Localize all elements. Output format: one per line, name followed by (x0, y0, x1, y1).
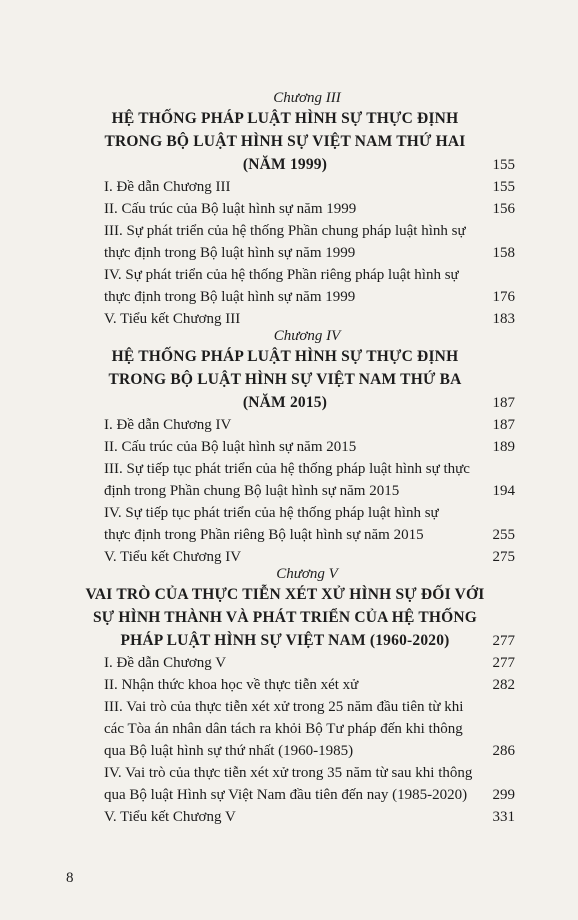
toc-entry-line: I. Đề dẫn Chương V (104, 655, 227, 671)
chapter-heading-line: PHÁP LUẬT HÌNH SỰ VIỆT NAM (1960-2020) (120, 632, 450, 649)
chapter-heading-page: 277 (492, 633, 515, 649)
toc-entry-page: 183 (492, 311, 515, 327)
toc-entry-page: 286 (492, 743, 515, 759)
chapter-heading-line: HỆ THỐNG PHÁP LUẬT HÌNH SỰ THỰC ĐỊNH (111, 348, 459, 365)
chapter-heading-line: SỰ HÌNH THÀNH VÀ PHÁT TRIỂN CỦA HỆ THỐNG (92, 609, 478, 626)
toc-entry-line: IV. Sự phát triển của hệ thống Phần riêng pháp luật hình sự (104, 267, 459, 283)
chapter-heading-page: 187 (492, 395, 515, 411)
toc-entry-page: 158 (492, 245, 515, 261)
toc-entry-page: 331 (492, 809, 515, 825)
toc-entry-line: V. Tiểu kết Chương IV (104, 549, 242, 565)
toc-entry-line: thực định trong Bộ luật hình sự năm 1999 (104, 245, 356, 261)
chapter-heading-line: HỆ THỐNG PHÁP LUẬT HÌNH SỰ THỰC ĐỊNH (111, 110, 459, 127)
chapter-label: Chương V (276, 566, 338, 582)
chapter-heading-line: TRONG BỘ LUẬT HÌNH SỰ VIỆT NAM THỨ BA (108, 371, 462, 388)
chapter-heading-page: 155 (492, 157, 515, 173)
toc-entry-page: 189 (492, 439, 515, 455)
toc-entry-line: II. Nhận thức khoa học về thực tiễn xét xử (104, 677, 359, 693)
toc-entry-line: III. Sự phát triển của hệ thống Phần chung pháp luật hình sự (104, 223, 466, 239)
toc-entry-page: 176 (492, 289, 515, 305)
chapter-label: Chương IV (273, 328, 341, 344)
toc-entry-line: thực định trong Phần riêng Bộ luật hình sự năm 2015 (104, 527, 424, 543)
toc-entry-line: II. Cấu trúc của Bộ luật hình sự năm 2015 (104, 439, 357, 455)
toc-entry-line: thực định trong Bộ luật hình sự năm 1999 (104, 289, 356, 305)
toc-entry-page: 255 (492, 527, 515, 543)
toc-entry-page: 282 (492, 677, 515, 693)
chapter-heading-line: TRONG BỘ LUẬT HÌNH SỰ VIỆT NAM THỨ HAI (104, 133, 466, 150)
toc-entry-line: các Tòa án nhân dân tách ra khỏi Bộ Tư pháp đến khi thông (104, 721, 463, 737)
toc-entry-line: qua Bộ luật hình sự thứ nhất (1960-1985) (104, 743, 354, 759)
toc-entry-page: 299 (492, 787, 515, 803)
toc-entry-line: qua Bộ luật Hình sự Việt Nam đầu tiên đến nay (1985-2020) (104, 787, 468, 803)
toc-entry-page: 156 (492, 201, 515, 217)
toc-entry-line: V. Tiểu kết Chương V (104, 809, 236, 825)
toc-entry-page: 275 (492, 549, 515, 565)
toc-entry-page: 155 (492, 179, 515, 195)
toc-entry-page: 277 (492, 655, 515, 671)
toc-entry-page: 187 (492, 417, 515, 433)
toc-entry-line: IV. Sự tiếp tục phát triển của hệ thống pháp luật hình sự (104, 505, 439, 521)
chapter-heading-line: (NĂM 1999) (242, 156, 328, 173)
chapter-label: Chương III (273, 90, 341, 106)
page-number: 8 (66, 870, 74, 886)
toc-entry-line: III. Sự tiếp tục phát triển của hệ thống pháp luật hình sự thực (104, 461, 470, 477)
toc-entry-line: V. Tiểu kết Chương III (104, 311, 241, 327)
toc-entry-line: I. Đề dẫn Chương IV (104, 417, 232, 433)
toc-entry-page: 194 (492, 483, 515, 499)
toc-entry-line: định trong Phần chung Bộ luật hình sự năm 2015 (104, 483, 400, 499)
toc-entry-line: I. Đề dẫn Chương III (104, 179, 231, 195)
toc-entry-line: II. Cấu trúc của Bộ luật hình sự năm 1999 (104, 201, 357, 217)
toc-entry-line: III. Vai trò của thực tiễn xét xử trong 25 năm đầu tiên từ khi (104, 699, 464, 715)
chapter-heading-line: (NĂM 2015) (242, 394, 328, 411)
toc-entry-line: IV. Vai trò của thực tiễn xét xử trong 35 năm từ sau khi thông (104, 765, 473, 781)
chapter-heading-line: VAI TRÒ CỦA THỰC TIỄN XÉT XỬ HÌNH SỰ ĐỐI VỚI (85, 586, 485, 603)
